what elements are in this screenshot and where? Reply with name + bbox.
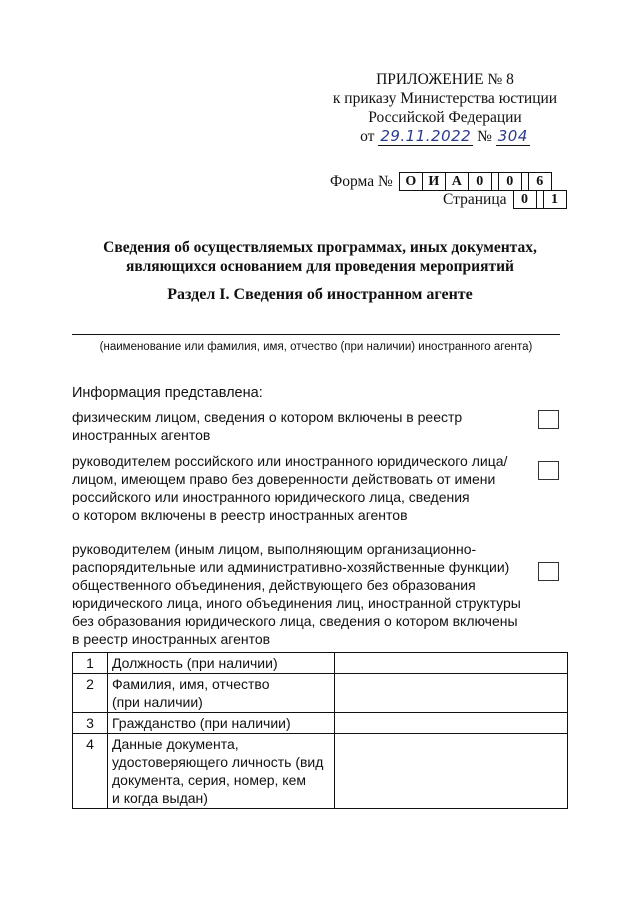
page-number-gap <box>537 191 544 208</box>
page-number-cell: 0 <box>514 191 537 208</box>
option-line: без образования юридического лица, сведения о котором включены <box>72 613 518 629</box>
row-label <box>108 713 335 734</box>
section-title: Раздел I. Сведения об иностранном агенте <box>167 286 473 303</box>
table-row <box>73 713 568 734</box>
table-row <box>73 674 568 713</box>
option-line: в реестр иностранных агентов <box>72 631 271 647</box>
row-number: 2 <box>73 674 108 713</box>
option-line: российского или иностранного юридического лица, сведения <box>72 489 470 505</box>
row-label <box>108 734 335 809</box>
row-label-line: Гражданство (при наличии) <box>112 715 291 731</box>
agent-name-caption: (наименование или фамилия, имя, отчество (при наличии) иностранного агента) <box>99 341 533 353</box>
from-word: от <box>360 128 375 145</box>
form-code-box <box>399 172 552 191</box>
option-line: иностранных агентов <box>72 427 211 443</box>
row-label-line: (при наличии) <box>112 694 203 710</box>
form-code-cell: 6 <box>536 174 544 189</box>
form-code-gap <box>522 173 529 190</box>
form-code-cell: 0 <box>499 173 522 190</box>
appendix-order-line: к приказу Министерства юстиции <box>332 90 558 107</box>
option-line: распорядительные или административно-хозяйственные функции) <box>72 559 510 575</box>
agent-details-table <box>72 652 568 809</box>
document-title <box>90 238 550 276</box>
option-line: общественного объединения, действующего без образования <box>72 577 476 593</box>
form-code-cell: 0 <box>469 173 492 190</box>
row-number: 1 <box>73 653 108 674</box>
info-heading: Информация представлена: <box>72 385 263 401</box>
option-line: о котором включены в реестр иностранных агентов <box>72 507 408 523</box>
appendix-date-line <box>300 127 590 146</box>
row-label-line: Фамилия, имя, отчество <box>112 676 270 692</box>
row-label <box>108 674 335 713</box>
option-legal-entity-head <box>72 452 522 524</box>
row-number: 4 <box>73 734 108 809</box>
row-label-line: и когда выдан) <box>112 790 208 806</box>
form-code-row <box>330 172 552 191</box>
option-individual <box>72 408 522 444</box>
table-row <box>73 653 568 674</box>
row-value-field[interactable] <box>335 734 568 809</box>
option-line: руководителем российского или иностранного юридического лица/ <box>72 453 508 469</box>
number-sign: № <box>477 128 492 145</box>
row-label-line: удостоверяющего личность (вид <box>112 754 324 770</box>
form-code-gap <box>492 173 499 190</box>
table-row <box>73 734 568 809</box>
option-association-checkbox[interactable] <box>538 562 559 581</box>
option-legal-entity-checkbox[interactable] <box>538 461 559 480</box>
row-label-line: Данные документа, <box>112 736 239 752</box>
appendix-header <box>300 70 590 146</box>
order-date: 29.11.2022 <box>380 127 472 145</box>
form-code-cell: И <box>423 173 446 190</box>
option-individual-checkbox[interactable] <box>538 410 559 429</box>
row-value-field[interactable] <box>335 674 568 713</box>
row-label-line: Должность (при наличии) <box>112 655 278 671</box>
order-number: 304 <box>497 127 528 145</box>
page-number-box <box>513 190 567 209</box>
option-line: юридического лица, иного объединения лиц, иностранной структуры <box>72 595 521 611</box>
agent-name-field[interactable] <box>72 334 560 335</box>
row-value-field[interactable] <box>335 713 568 734</box>
row-label-line: документа, серия, номер, кем <box>112 772 306 788</box>
appendix-federation-line: Российской Федерации <box>368 109 522 126</box>
page-label: Страница <box>443 190 507 208</box>
form-code-cell: А <box>446 173 469 190</box>
form-label: Форма № <box>330 172 393 190</box>
appendix-title: ПРИЛОЖЕНИЕ № 8 <box>376 71 514 88</box>
form-code-cell: О <box>400 173 423 190</box>
option-association-head <box>72 540 522 648</box>
document-title-line: являющихся основанием для проведения мероприятий <box>126 258 514 275</box>
option-line: физическим лицом, сведения о котором включены в реестр <box>72 409 463 425</box>
option-line: лицом, имеющем право без доверенности действовать от имени <box>72 471 496 487</box>
row-value-field[interactable] <box>335 653 568 674</box>
row-label <box>108 653 335 674</box>
page-number-row <box>443 190 567 209</box>
option-line: руководителем (иным лицом, выполняющим организационно- <box>72 541 477 557</box>
row-number: 3 <box>73 713 108 734</box>
page-number-cell: 1 <box>551 192 558 207</box>
document-title-line: Сведения об осуществляемых программах, иных документах, <box>103 239 537 256</box>
